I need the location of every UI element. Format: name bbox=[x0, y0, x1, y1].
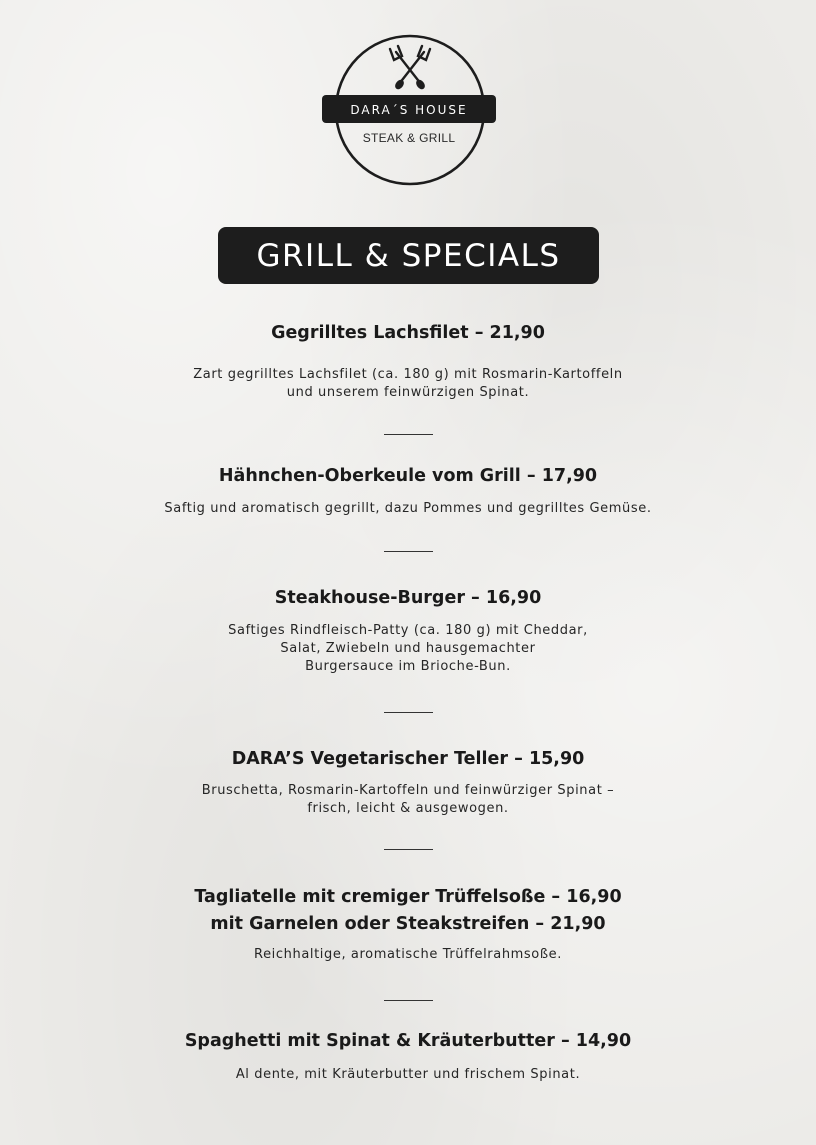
item-title: mit Garnelen oder Steakstreifen – 21,90 bbox=[210, 914, 606, 934]
item-description-line: Al dente, mit Kräuterbutter und frischem Spinat. bbox=[235, 1067, 581, 1082]
logo-subtitle: STEAK & GRILL bbox=[362, 131, 456, 145]
item-description-line: und unserem feinwürzigen Spinat. bbox=[286, 385, 530, 400]
item-title: Steakhouse-Burger – 16,90 bbox=[274, 588, 542, 608]
item-description-line: Saftiges Rindfleisch-Patty (ca. 180 g) mit Cheddar, bbox=[228, 623, 588, 638]
restaurant-logo bbox=[322, 32, 498, 188]
item-description-line: Saftig und aromatisch gegrillt, dazu Pommes und gegrilltes Gemüse. bbox=[164, 501, 652, 516]
item-title: Hähnchen-Oberkeule vom Grill – 17,90 bbox=[218, 466, 598, 486]
logo-name: DARA´S HOUSE bbox=[350, 103, 468, 117]
item-description bbox=[0, 500, 816, 518]
item-description-line: frisch, leicht & ausgewogen. bbox=[307, 801, 509, 816]
item-description bbox=[0, 366, 816, 402]
item-divider bbox=[384, 712, 433, 713]
item-description bbox=[0, 622, 816, 676]
item-description bbox=[0, 1066, 816, 1084]
item-divider bbox=[384, 434, 433, 435]
item-divider bbox=[384, 1000, 433, 1001]
item-title: Gegrilltes Lachsfilet – 21,90 bbox=[271, 323, 545, 343]
item-description-line: Burgersauce im Brioche-Bun. bbox=[305, 659, 511, 674]
section-title: GRILL & SPECIALS bbox=[218, 227, 599, 284]
item-description-line: Bruschetta, Rosmarin-Kartoffeln und feinwürziger Spinat – bbox=[201, 783, 615, 798]
item-description bbox=[0, 782, 816, 818]
item-description-line: Reichhaltige, aromatische Trüffelrahmsoße. bbox=[254, 947, 562, 962]
item-title: Tagliatelle mit cremiger Trüffelsoße – 16,90 bbox=[194, 887, 622, 907]
crossed-fork-icon bbox=[390, 46, 430, 89]
item-title: DARA’S Vegetarischer Teller – 15,90 bbox=[231, 749, 585, 769]
item-divider bbox=[384, 551, 433, 552]
item-divider bbox=[384, 849, 433, 850]
item-title: Spaghetti mit Spinat & Kräuterbutter – 14,90 bbox=[184, 1031, 632, 1051]
item-description-line: Zart gegrilltes Lachsfilet (ca. 180 g) mit Rosmarin-Kartoffeln bbox=[193, 367, 623, 382]
item-description bbox=[0, 946, 816, 964]
item-description-line: Salat, Zwiebeln und hausgemachter bbox=[280, 641, 536, 656]
